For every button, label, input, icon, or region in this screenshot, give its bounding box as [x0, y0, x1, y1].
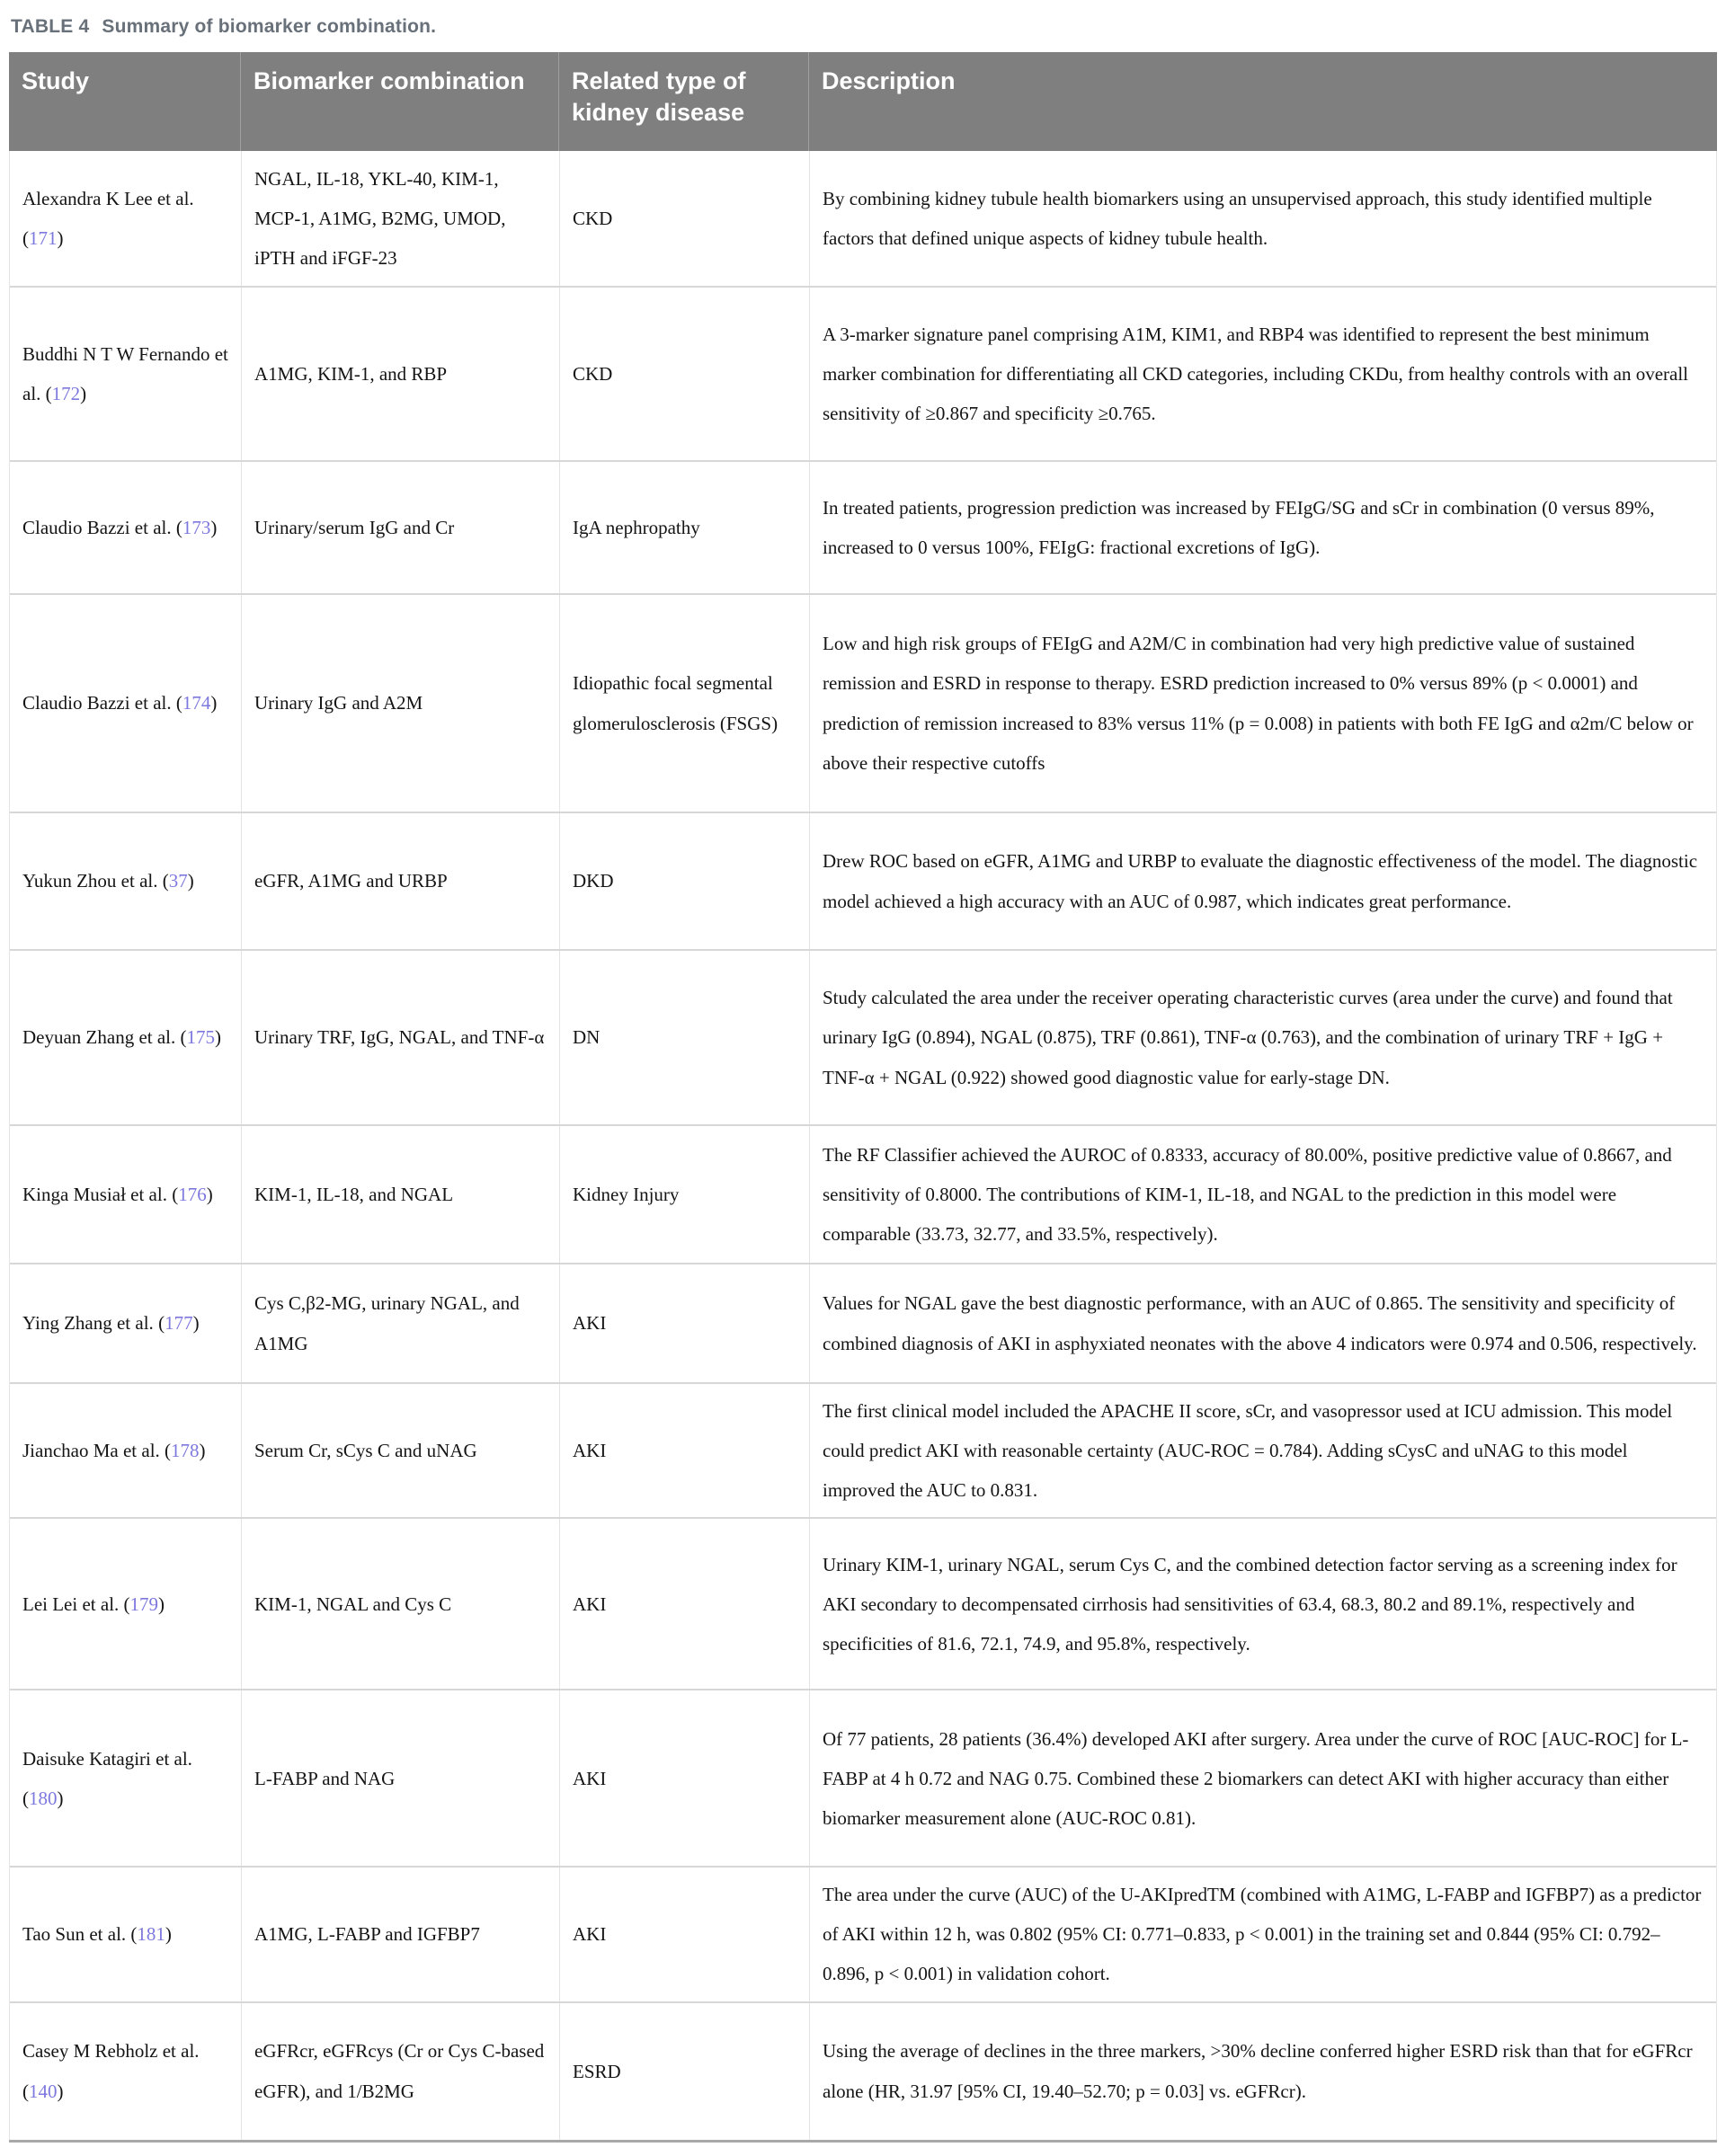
ref-paren-open: (: [180, 1026, 187, 1049]
study-cell: [10, 1519, 241, 1689]
kidney-disease-type: AKI: [573, 1593, 607, 1615]
description-text: A 3-marker signature panel comprising A1M, KIM1, and RBP4 was identified to represent the best minimum marker combination for differentiating all CKD categories, including CKDu, from healthy controls with an overall sensitivity of ≥0.867 and specificity ≥0.765.: [823, 323, 1689, 425]
disease-cell: [559, 2003, 809, 2140]
study-authors: Lei Lei et al.: [22, 1593, 124, 1615]
reference-link[interactable]: 173: [182, 516, 211, 538]
ref-paren-close: ): [158, 1593, 165, 1615]
description-cell: [809, 595, 1716, 812]
biomarker-cell: [241, 1690, 559, 1866]
disease-cell: [559, 1384, 809, 1517]
biomarker-combination-text: KIM-1, NGAL and Cys C: [254, 1593, 452, 1615]
biomarker-combination-text: Cys C,β2-MG, urinary NGAL, and A1MG: [254, 1292, 520, 1354]
kidney-disease-type: DN: [573, 1026, 601, 1049]
study-authors: Casey M Rebholz et al.: [22, 2040, 200, 2063]
table-row: [10, 949, 1716, 1124]
disease-cell: [559, 1126, 809, 1263]
description-cell: [809, 288, 1716, 460]
description-text: The first clinical model included the APACHE II score, sCr, and vasopressor used at ICU admission. This model could predict AKI with reasonable certainty (AUC-ROC = 0.784). Adding sCysC and uNAG to this model improved the AUC to 0.831.: [823, 1400, 1673, 1502]
biomarker-cell: [241, 1126, 559, 1263]
biomarker-combination-text: eGFR, A1MG and URBP: [254, 870, 448, 892]
header-description: Description: [808, 52, 1717, 151]
ref-paren-open: (: [162, 870, 169, 892]
disease-cell: [559, 1519, 809, 1689]
table-row: [10, 593, 1716, 812]
study-cell: [10, 151, 241, 286]
description-text: The RF Classifier achieved the AUROC of 0.8333, accuracy of 80.00%, positive predictive value of 0.8667, and sensitivity of 0.8000. The contributions of KIM-1, IL-18, and NGAL to the prediction in this model were comparable (33.73, 32.77, and 33.5%, respectively).: [823, 1143, 1672, 1246]
reference-link[interactable]: 179: [129, 1593, 159, 1615]
ref-paren-open: (: [165, 1440, 172, 1462]
study-cell: [10, 1868, 241, 2001]
biomarker-combination-text: KIM-1, IL-18, and NGAL: [254, 1183, 454, 1205]
ref-paren-open: (: [175, 692, 182, 714]
biomarker-cell: [241, 462, 559, 593]
biomarker-combination-text: Urinary IgG and A2M: [254, 692, 423, 714]
kidney-disease-type: Kidney Injury: [573, 1183, 680, 1205]
disease-cell: [559, 595, 809, 812]
reference-link[interactable]: 180: [29, 1787, 58, 1809]
ref-paren-close: ): [57, 227, 64, 249]
table-row: [10, 286, 1716, 460]
table-row: [10, 1263, 1716, 1382]
study-authors: Tao Sun et al.: [22, 1923, 131, 1946]
table-row: [10, 460, 1716, 593]
biomarker-cell: [241, 2003, 559, 2140]
kidney-disease-type: AKI: [573, 1312, 607, 1335]
ref-paren-close: ): [80, 383, 87, 404]
biomarker-combination-text: Urinary TRF, IgG, NGAL, and TNF-α: [254, 1026, 545, 1049]
biomarker-cell: [241, 813, 559, 949]
study-cell: [10, 1690, 241, 1866]
ref-paren-close: ): [57, 1787, 64, 1809]
biomarker-combination-text: L-FABP and NAG: [254, 1767, 396, 1789]
biomarker-combination-table: [9, 52, 1717, 2143]
ref-paren-open: (: [45, 383, 52, 404]
ref-paren-open: (: [22, 2080, 29, 2102]
table-row: [10, 1124, 1716, 1263]
reference-link[interactable]: 177: [165, 1312, 193, 1335]
study-authors: Kinga Musiał et al.: [22, 1183, 173, 1205]
reference-link[interactable]: 171: [29, 227, 58, 249]
description-cell: [809, 1868, 1716, 2001]
disease-cell: [559, 462, 809, 593]
table-row: [10, 1866, 1716, 2001]
table-caption-text: Summary of biomarker combination.: [102, 16, 437, 37]
ref-paren-close: ): [187, 870, 194, 892]
study-cell: [10, 813, 241, 949]
table-row: [10, 151, 1716, 286]
study-authors: Daisuke Katagiri et al.: [22, 1747, 192, 1770]
ref-paren-close: ): [210, 516, 218, 538]
ref-paren-close: ): [199, 1440, 206, 1462]
description-text: Drew ROC based on eGFR, A1MG and URBP to evaluate the diagnostic effectiveness of the model. The diagnostic model achieved a high accuracy with an AUC of 0.987, which indicates great performance.: [823, 850, 1698, 912]
biomarker-cell: [241, 1519, 559, 1689]
description-text: Values for NGAL gave the best diagnostic performance, with an AUC of 0.865. The sensitivity and specificity of combined diagnosis of AKI in asphyxiated neonates with the above 4 indicators were 0.974 and 0.506, respectively.: [823, 1292, 1697, 1354]
table-row: [10, 2001, 1716, 2140]
disease-cell: [559, 151, 809, 286]
study-authors: Claudio Bazzi et al.: [22, 516, 176, 538]
description-cell: [809, 2003, 1716, 2140]
ref-paren-close: ): [215, 1026, 222, 1049]
biomarker-cell: [241, 288, 559, 460]
table-row: [10, 1517, 1716, 1689]
kidney-disease-type: ESRD: [573, 2060, 621, 2082]
description-text: Study calculated the area under the receiver operating characteristic curves (area under the curve) and found that urinary IgG (0.894), NGAL (0.875), TRF (0.861), TNF-α (0.763), and the combination of urinary TRF + IgG + TNF-α + NGAL (0.922) showed good diagnostic value for early-stage DN.: [823, 987, 1673, 1088]
description-text: In treated patients, progression prediction was increased by FEIgG/SG and sCr in combination (0 versus 89%, increased to 0 versus 100%, FEIgG: fractional excretions of IgG).: [823, 496, 1655, 558]
ref-paren-close: ): [210, 692, 218, 714]
description-text: Urinary KIM-1, urinary NGAL, serum Cys C, and the combined detection factor serving as a screening index for AKI secondary to decompensated cirrhosis had sensitivities of 63.4, 68.3, 80.2 and 89.1%, respectively and specificities of 81.6, 72.1, 74.9, and 95.8%, respectively.: [823, 1553, 1677, 1655]
study-authors: Yukun Zhou et al.: [22, 870, 163, 892]
reference-link[interactable]: 172: [51, 383, 81, 404]
study-cell: [10, 2003, 241, 2140]
biomarker-combination-text: eGFRcr, eGFRcys (Cr or Cys C-based eGFR), and 1/B2MG: [254, 2040, 545, 2102]
header-biomarker-combination: Biomarker combination: [240, 52, 558, 151]
kidney-disease-type: CKD: [573, 207, 613, 229]
description-cell: [809, 813, 1716, 949]
study-cell: [10, 462, 241, 593]
reference-link[interactable]: 178: [171, 1440, 200, 1462]
kidney-disease-type: AKI: [573, 1440, 607, 1462]
disease-cell: [559, 288, 809, 460]
table-caption-label: TABLE 4: [11, 16, 90, 37]
reference-link[interactable]: 37: [168, 870, 188, 892]
ref-paren-close: ): [192, 1312, 200, 1335]
ref-paren-close: ): [57, 2080, 64, 2102]
biomarker-combination-text: NGAL, IL-18, YKL-40, KIM-1, MCP-1, A1MG, B2MG, UMOD, iPTH and iFGF-23: [254, 167, 506, 270]
description-text: By combining kidney tubule health biomarkers using an unsupervised approach, this study identified multiple factors that defined unique aspects of kidney tubule health.: [823, 187, 1652, 249]
ref-paren-open: (: [130, 1923, 138, 1946]
biomarker-cell: [241, 595, 559, 812]
biomarker-combination-text: A1MG, KIM-1, and RBP: [254, 362, 448, 385]
description-cell: [809, 1519, 1716, 1689]
study-authors: Jianchao Ma et al.: [22, 1440, 165, 1462]
reference-link[interactable]: 175: [186, 1026, 216, 1049]
ref-paren-close: ): [165, 1923, 172, 1946]
biomarker-cell: [241, 1384, 559, 1517]
description-cell: [809, 1126, 1716, 1263]
kidney-disease-type: AKI: [573, 1767, 607, 1789]
kidney-disease-type: DKD: [573, 870, 614, 892]
reference-link[interactable]: 176: [178, 1183, 207, 1205]
reference-link[interactable]: 181: [137, 1923, 165, 1946]
study-cell: [10, 288, 241, 460]
description-text: Using the average of declines in the three markers, >30% decline conferred higher ESRD risk than that for eGFRcr alone (HR, 31.97 [95% CI, 19.40–52.70; p = 0.03] vs. eGFRcr).: [823, 2040, 1693, 2102]
disease-cell: [559, 1690, 809, 1866]
study-cell: [10, 1264, 241, 1382]
biomarker-combination-text: Urinary/serum IgG and Cr: [254, 516, 455, 538]
reference-link[interactable]: 140: [29, 2080, 58, 2102]
study-cell: [10, 951, 241, 1124]
biomarker-combination-text: Serum Cr, sCys C and uNAG: [254, 1440, 477, 1462]
description-text: Of 77 patients, 28 patients (36.4%) developed AKI after surgery. Area under the curve of ROC [AUC-ROC] for L-FABP at 4 h 0.72 and NAG 0.75. Combined these 2 biomarkers can detect AKI with higher accuracy than either biomarker measurement alone (AUC-ROC 0.81).: [823, 1727, 1689, 1829]
description-cell: [809, 462, 1716, 593]
description-cell: [809, 151, 1716, 286]
table-row: [10, 812, 1716, 949]
biomarker-cell: [241, 951, 559, 1124]
ref-paren-open: (: [175, 516, 182, 538]
kidney-disease-type: AKI: [573, 1923, 607, 1946]
disease-cell: [559, 951, 809, 1124]
description-text: The area under the curve (AUC) of the U-AKIpredTM (combined with A1MG, L-FABP and IGFBP7) as a predictor of AKI within 12 h, was 0.802 (95% CI: 0.771–0.833, p < 0.001) in the training set and 0.844 (95% CI: 0.792–0.896, p < 0.001) in validation cohort.: [823, 1884, 1702, 1985]
ref-paren-open: (: [123, 1593, 130, 1615]
table-row: [10, 1689, 1716, 1866]
study-cell: [10, 1384, 241, 1517]
study-authors: Alexandra K Lee et al.: [22, 187, 194, 209]
biomarker-combination-text: A1MG, L-FABP and IGFBP7: [254, 1923, 480, 1946]
biomarker-cell: [241, 151, 559, 286]
description-text: Low and high risk groups of FEIgG and A2M/C in combination had very high predictive value of sustained remission and ESRD in response to therapy. ESRD prediction increased to 0% versus 89% (p < 0.0001) and prediction of remission increased to 83% versus 11% (p = 0.008) in patients with both FE IgG and α2m/C below or above their respective cutoffs: [823, 633, 1694, 774]
kidney-disease-type: Idiopathic focal segmental glomerulosclerosis (FSGS): [573, 672, 778, 734]
ref-paren-close: ): [206, 1183, 213, 1205]
study-cell: [10, 595, 241, 812]
header-related-kidney-disease: Related type of kidney disease: [558, 52, 808, 151]
table-body: [9, 151, 1717, 2140]
ref-paren-open: (: [22, 227, 29, 249]
description-cell: [809, 1384, 1716, 1517]
study-authors: Ying Zhang et al.: [22, 1312, 159, 1335]
ref-paren-open: (: [22, 1787, 29, 1809]
header-study: Study: [22, 67, 90, 94]
kidney-disease-type: IgA nephropathy: [573, 516, 700, 538]
description-cell: [809, 951, 1716, 1124]
disease-cell: [559, 1868, 809, 2001]
kidney-disease-type: CKD: [573, 362, 613, 385]
study-authors: Buddhi N T W Fernando et al.: [22, 342, 228, 404]
study-cell: [10, 1126, 241, 1263]
biomarker-cell: [241, 1868, 559, 2001]
description-cell: [809, 1690, 1716, 1866]
reference-link[interactable]: 174: [182, 692, 211, 714]
biomarker-cell: [241, 1264, 559, 1382]
study-authors: Deyuan Zhang et al.: [22, 1026, 181, 1049]
table-header-row: [9, 52, 1717, 151]
table-caption: [11, 16, 1715, 38]
table-row: [10, 1382, 1716, 1517]
description-cell: [809, 1264, 1716, 1382]
ref-paren-open: (: [158, 1312, 165, 1335]
study-authors: Claudio Bazzi et al.: [22, 692, 176, 714]
disease-cell: [559, 1264, 809, 1382]
ref-paren-open: (: [172, 1183, 179, 1205]
disease-cell: [559, 813, 809, 949]
